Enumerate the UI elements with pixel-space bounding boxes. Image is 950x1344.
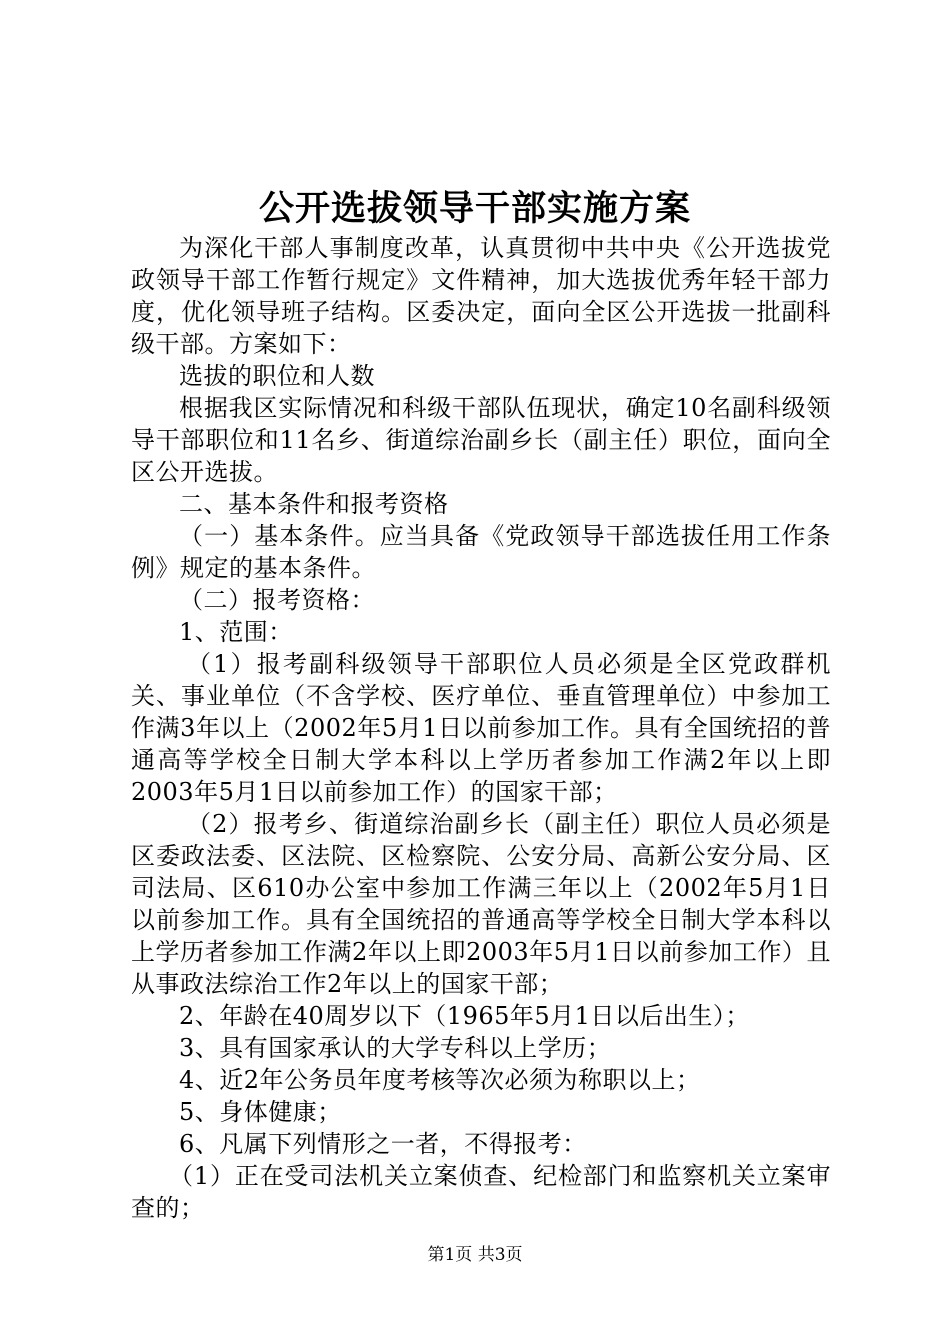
paragraph-scope-2: （2）报考乡、街道综治副乡长（副主任）职位人员必须是区委政法委、区法院、区检察院、公安分局、高新公安分局、区司法局、区610办公室中参加工作满三年以上（2002年5月1日以前参加工作。具有全国统招的普通高等学校全日制大学本科以上学历者参加工作满2年以上即2003年5月1日以前参加工作）且从事政法综治工作2年以上的国家干部； bbox=[131, 810, 831, 998]
paragraph-education: 3、具有国家承认的大学专科以上学历； bbox=[179, 1034, 612, 1062]
paragraph-exclusion-1: （1）正在受司法机关立案侦查、纪检部门和监察机关立案审查的； bbox=[131, 1162, 831, 1222]
paragraph-scope-1: （1）报考副科级领导干部职位人员必须是全区党政群机关、事业单位（不含学校、医疗单位、垂直管理单位）中参加工作满3年以上（2002年5月1日以前参加工作。具有全国统招的普通高等学校全日制大学本科以上学历者参加工作满2年以上即2003年5月1日以前参加工作）的国家干部； bbox=[131, 650, 831, 806]
paragraph-assessment: 4、近2年公务员年度考核等次必须为称职以上； bbox=[179, 1066, 701, 1094]
paragraph-scope: 1、范围： bbox=[179, 618, 293, 646]
paragraph-health: 5、身体健康； bbox=[179, 1098, 342, 1126]
document-body bbox=[131, 232, 831, 1224]
paragraph-heading-positions: 选拔的职位和人数 bbox=[179, 362, 375, 390]
paragraph-exclusions: 6、凡属下列情形之一者，不得报考： bbox=[179, 1130, 587, 1158]
page-number: 第1页 共3页 bbox=[427, 1245, 523, 1265]
paragraph-heading-conditions: 二、基本条件和报考资格 bbox=[179, 490, 449, 518]
paragraph-positions: 根据我区实际情况和科级干部队伍现状，确定10名副科级领导干部职位和11名乡、街道综治副乡长（副主任）职位，面向全区公开选拔。 bbox=[131, 394, 831, 486]
paragraph-intro: 为深化干部人事制度改革，认真贯彻中共中央《公开选拔党政领导干部工作暂行规定》文件精神，加大选拔优秀年轻干部力度，优化领导班子结构。区委决定，面向全区公开选拔一批副科级干部。方案如下： bbox=[131, 234, 831, 358]
paragraph-age: 2、年龄在40周岁以下（1965年5月1日以后出生）； bbox=[179, 1002, 750, 1030]
paragraph-basic-conditions: （一）基本条件。应当具备《党政领导干部选拔任用工作条例》规定的基本条件。 bbox=[131, 522, 831, 582]
paragraph-qualifications: （二）报考资格： bbox=[179, 586, 375, 614]
document-title: 公开选拔领导干部实施方案 bbox=[258, 188, 691, 229]
